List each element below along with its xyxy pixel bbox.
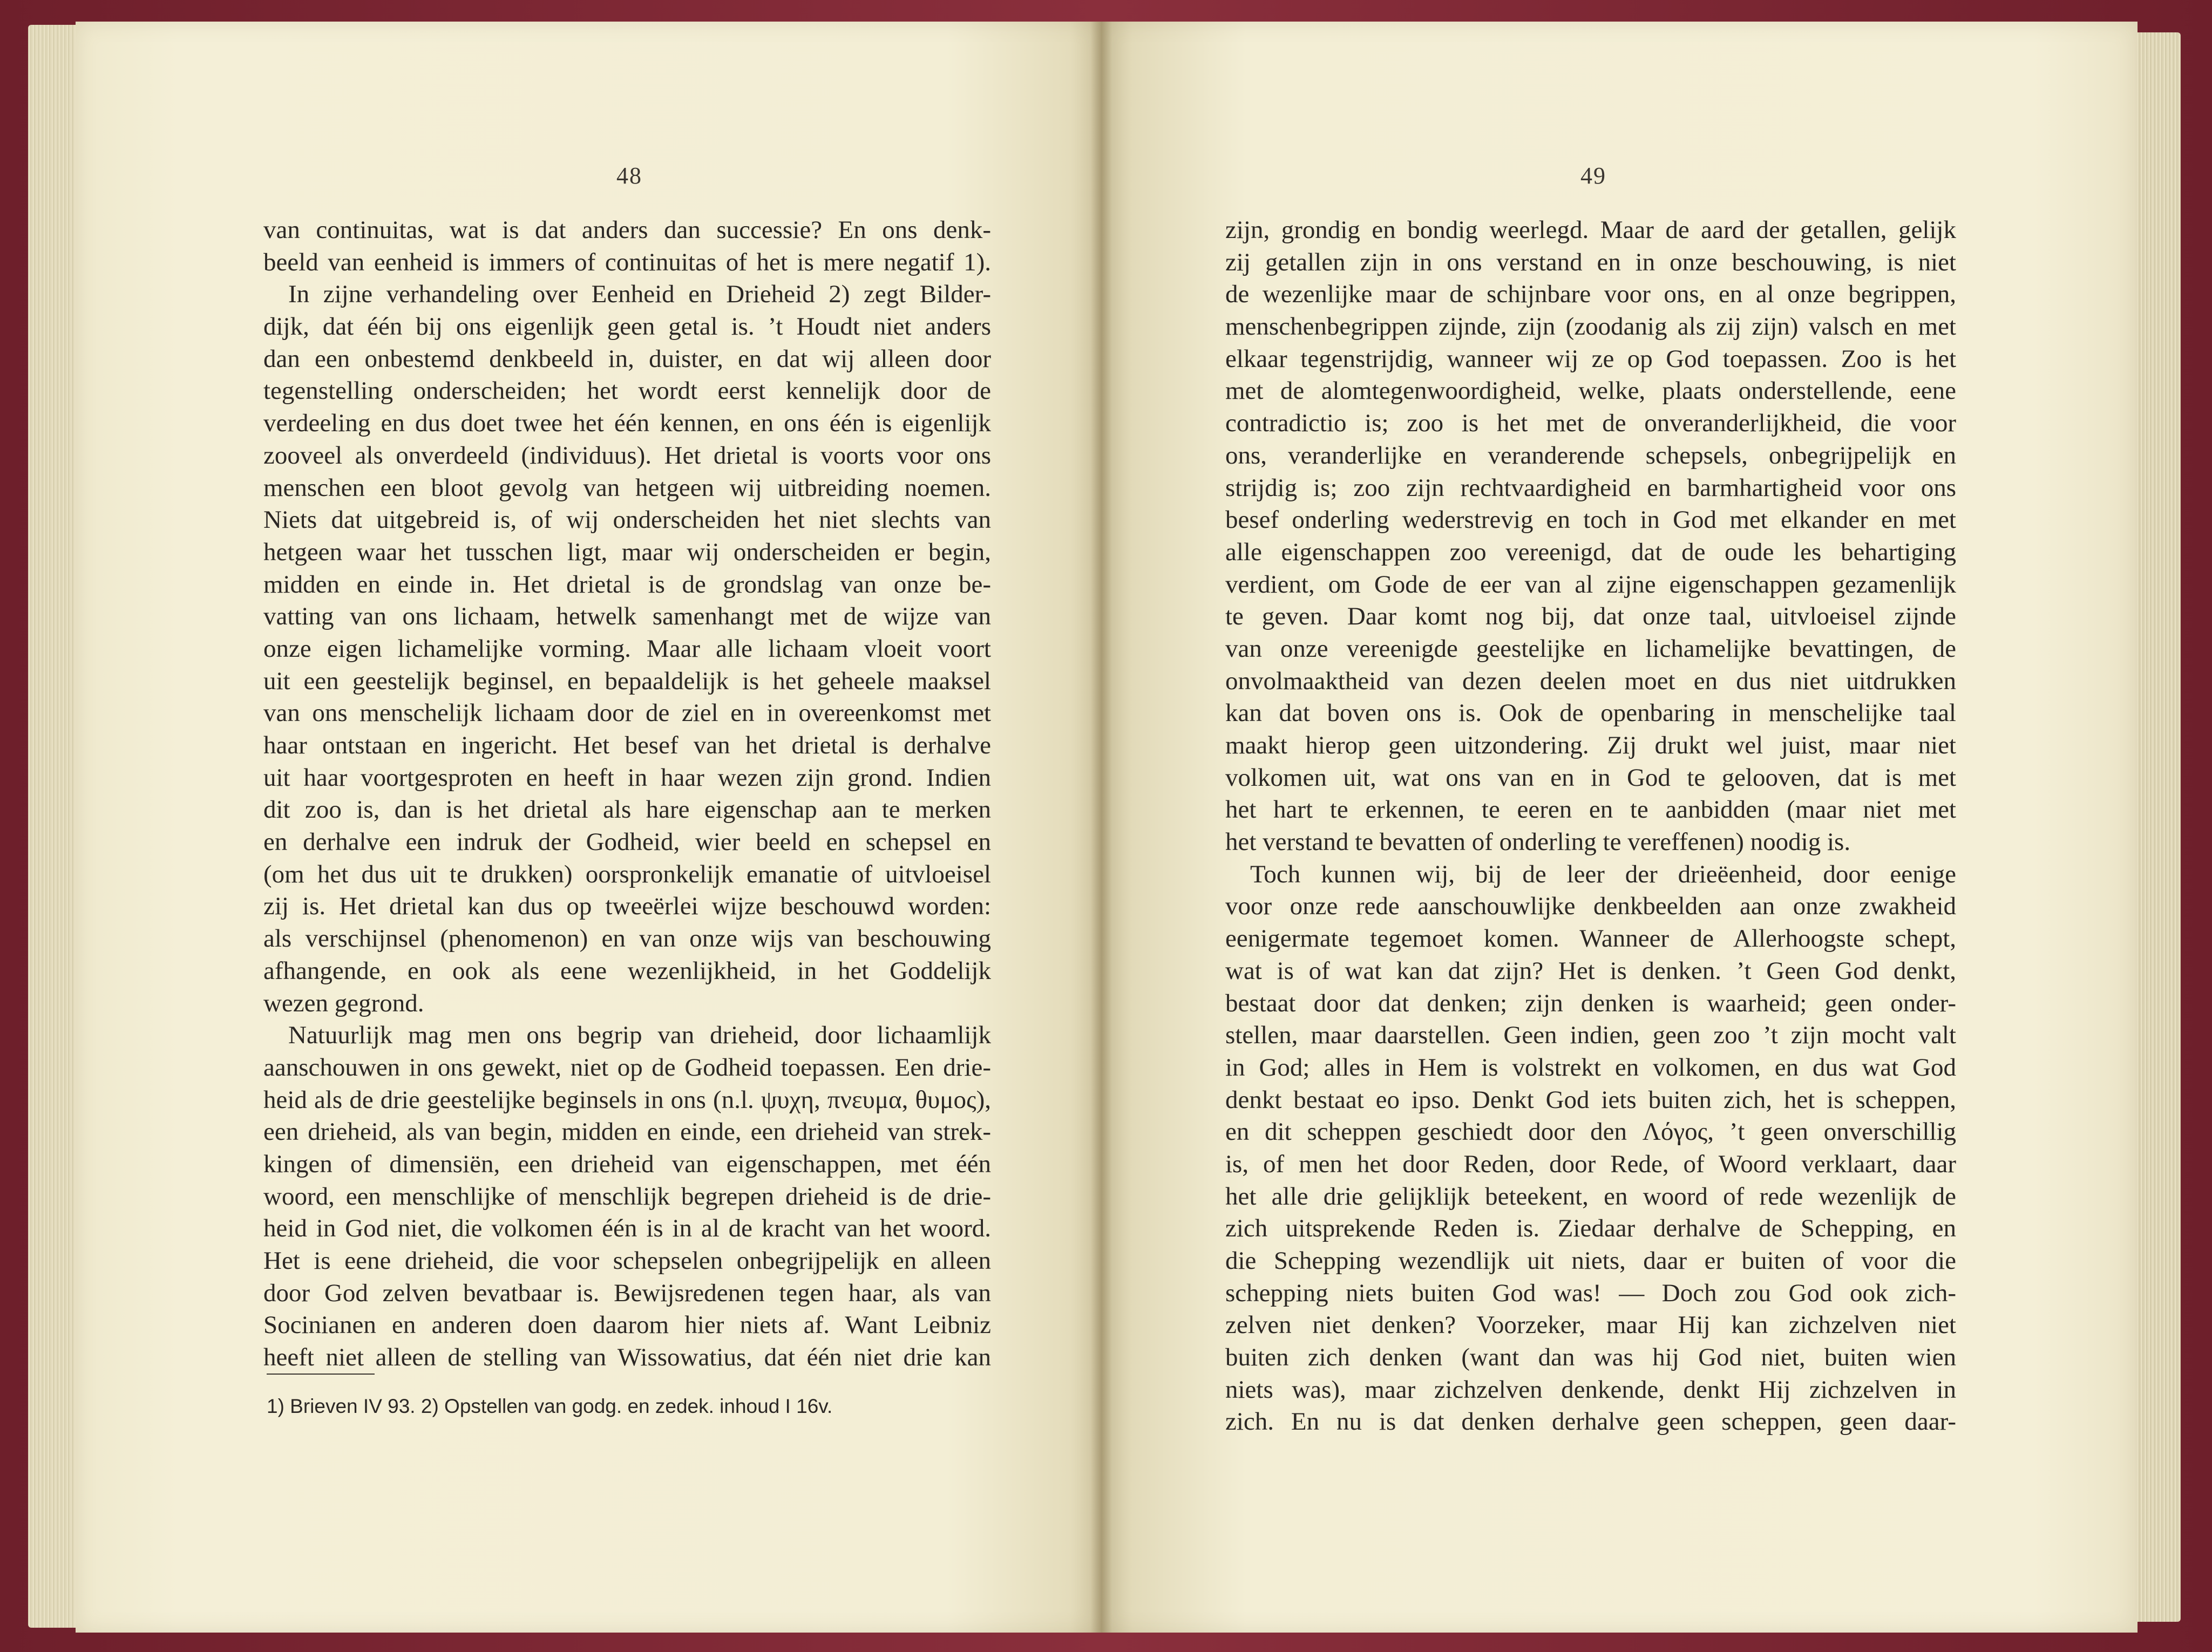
text-line: maakt hierop geen uitzondering. Zij drukt wel juist, maar niet (1225, 731, 1956, 759)
text-line: woord, een menschlijke of menschlijk begrepen drieheid is de drie- (263, 1182, 991, 1211)
text-line: zijn, grondig en bondig weerlegd. Maar de aard der getallen, gelijk (1225, 216, 1956, 244)
text-line: wat is of wat kan dat zijn? Het is denken. ’t Geen God denkt, (1225, 956, 1956, 985)
text-line: aanschouwen in ons gewekt, niet op de Godheid toepassen. Een drie- (263, 1053, 991, 1082)
text-line: contradictio is; zoo is het met de onveranderlijkheid, die voor (1225, 409, 1956, 438)
text-line: alle eigenschappen zoo vereenigd, dat de oude les behartiging (1225, 538, 1956, 566)
right-page-number: 49 (1580, 162, 1606, 189)
text-line: zooveel als onverdeeld (individuus). Het drietal is voorts voor ons (263, 441, 991, 470)
text-line: van ons menschelijk lichaam door de ziel en in overeenkomst met (263, 699, 991, 728)
text-line: zij getallen zijn in ons verstand en in onze beschouwing, is niet (1225, 248, 1956, 276)
text-line: heid als de drie geestelijke beginsels in ons (n.l. ψυχη, πνευμα, θυμος), (263, 1085, 991, 1114)
text-line: heeft niet alleen de stelling van Wissowatius, dat één niet drie kan (263, 1343, 991, 1372)
text-line: haar ontstaan en ingericht. Het besef van het drietal is derhalve (263, 731, 991, 759)
footnote-rule (267, 1374, 375, 1375)
text-line: menschenbegrippen zijnde, zijn (zoodanig als zij zijn) valsch en met (1225, 312, 1956, 341)
text-line: niets was), maar zichzelven denkende, denkt Hij zichzelven in (1225, 1375, 1956, 1404)
book-gutter (1090, 22, 1112, 1633)
text-line: denkt bestaat eo ipso. Denkt God iets buiten zich, het is scheppen, (1225, 1085, 1956, 1114)
text-line: voor onze rede aanschouwlijke denkbeelden aan onze zwakheid (1225, 892, 1956, 921)
text-line: midden en einde in. Het drietal is de grondslag van onze be- (263, 570, 991, 599)
text-line: Natuurlijk mag men ons begrip van drieheid, door lichaamlijk (288, 1021, 991, 1050)
text-line: kingen of dimensiën, een drieheid van eigenschappen, met één (263, 1150, 991, 1178)
text-line: een drieheid, als van begin, midden en einde, een drieheid van strek- (263, 1118, 991, 1146)
text-line: zich uitsprekende Reden is. Ziedaar derhalve de Schepping, en (1225, 1214, 1956, 1243)
text-line: en dit scheppen geschiedt door den Λόγος, ’t geen onverschillig (1225, 1118, 1956, 1146)
text-line: in God; alles in Hem is volstrekt en volkomen, en dus wat God (1225, 1053, 1956, 1082)
text-line: zelven niet denken? Voorzeker, maar Hij kan zichzelven niet (1225, 1311, 1956, 1340)
text-line: dan een onbestemd denkbeeld in, duister, en dat wij alleen door (263, 344, 991, 373)
text-line: zich. En nu is dat denken derhalve geen scheppen, geen daar- (1225, 1408, 1956, 1436)
left-page-text (263, 214, 991, 1374)
left-footnote: 1) Brieven IV 93. 2) Opstellen van godg. en zedek. inhoud I 16v. (267, 1395, 833, 1417)
text-line: In zijne verhandeling over Eenheid en Drieheid 2) zegt Bilder- (288, 280, 991, 309)
text-line: onze eigen lichamelijke vorming. Maar alle lichaam vloeit voort (263, 634, 991, 663)
text-line: is, of men het door Reden, door Rede, of Woord verklaart, daar (1225, 1150, 1956, 1178)
text-line: dijk, dat één bij ons eigenlijk geen getal is. ’t Houdt niet anders (263, 312, 991, 341)
text-line: Toch kunnen wij, bij de leer der drieëenheid, door eenige (1250, 860, 1956, 888)
text-line: eenigermate tegemoet komen. Wanneer de Allerhoogste schept, (1225, 924, 1956, 953)
text-line: te geven. Daar komt nog bij, dat onze taal, uitvloeisel zijnde (1225, 602, 1956, 631)
text-line: met de alomtegenwoordigheid, welke, plaats onderstellende, eene (1225, 377, 1956, 405)
text-line: besef onderling wederstrevig en toch in God met elkander en met (1225, 506, 1956, 534)
text-line: het alle drie gelijklijk beteekent, en woord of rede wezenlijk de (1225, 1182, 1956, 1211)
text-line: menschen een bloot gevolg van hetgeen wij uitbreiding noemen. (263, 473, 991, 502)
text-line: kan dat boven ons is. Ook de openbaring in menschelijke taal (1225, 699, 1956, 728)
text-line: buiten zich denken (want dan was hij God niet, buiten wien (1225, 1343, 1956, 1372)
text-line: het hart te erkennen, te eeren en te aanbidden (maar niet met (1225, 796, 1956, 824)
text-line: van onze vereenigde geestelijke en lichamelijke bevattingen, de (1225, 634, 1956, 663)
text-line: zij is. Het drietal kan dus op tweeërlei wijze beschouwd worden: (263, 892, 991, 921)
text-line: als verschijnsel (phenomenon) en van onze wijs van beschouwing (263, 924, 991, 953)
text-line: de wezenlijke maar de schijnbare voor ons, en al onze begrippen, (1225, 280, 1956, 309)
text-line: door God zelven bevatbaar is. Bewijsredenen tegen haar, als van (263, 1279, 991, 1307)
text-line: beeld van eenheid is immers of continuitas of het is mere negatif 1). (263, 248, 991, 276)
text-line: verdeeling en dus doet twee het één kennen, en ons één is eigenlijk (263, 409, 991, 438)
text-line: Het is eene drieheid, die voor schepselen onbegrijpelijk en alleen (263, 1247, 991, 1275)
text-line: bestaat door dat denken; zijn denken is waarheid; geen onder- (1225, 989, 1956, 1017)
text-line: ons, veranderlijke en veranderende schepsels, onbegrijpelijk en (1225, 441, 1956, 470)
text-line: uit een geestelijk beginsel, en bepaaldelijk is het geheele maaksel (263, 667, 991, 695)
text-line: Niets dat uitgebreid is, of wij onderscheiden het niet slechts van (263, 506, 991, 534)
text-line: volkomen uit, wat ons van en in God te gelooven, dat is met (1225, 763, 1956, 792)
text-line: verdient, om Gode de eer van al zijne eigenschappen gezamenlijk (1225, 570, 1956, 599)
left-page-number: 48 (616, 162, 642, 189)
text-line: en derhalve een indruk der Godheid, wier beeld en schepsel en (263, 828, 991, 856)
text-line: schepping niets buiten God was! — Doch zou God ook zich- (1225, 1279, 1956, 1307)
text-line: het verstand te bevatten of onderling te vereffenen) noodig is. (1225, 828, 1851, 856)
text-line: hetgeen waar het tusschen ligt, maar wij onderscheiden er begin, (263, 538, 991, 566)
text-line: wezen gegrond. (263, 989, 424, 1017)
text-line: Socinianen en anderen doen daarom hier niets af. Want Leibniz (263, 1311, 991, 1340)
text-line: elkaar tegenstrijdig, wanneer wij ze op God toepassen. Zoo is het (1225, 344, 1956, 373)
text-line: die Schepping wezendlijk uit niets, daar er buiten of voor die (1225, 1247, 1956, 1275)
text-line: heid in God niet, die volkomen één is in al de kracht van het woord. (263, 1214, 991, 1243)
text-line: afhangende, en ook als eene wezenlijkheid, in het Goddelijk (263, 956, 991, 985)
text-line: stellen, maar daarstellen. Geen indien, geen zoo ’t zijn mocht valt (1225, 1021, 1956, 1050)
text-line: vatting van ons lichaam, hetwelk samenhangt met de wijze van (263, 602, 991, 631)
text-line: strijdig is; zoo zijn rechtvaardigheid en barmhartigheid voor ons (1225, 473, 1956, 502)
text-line: van continuitas, wat is dat anders dan successie? En ons denk- (263, 216, 991, 244)
text-line: uit haar voortgesproten en heeft in haar wezen zijn grond. Indien (263, 763, 991, 792)
text-line: dit zoo is, dan is het drietal als hare eigenschap aan te merken (263, 796, 991, 824)
right-page-text (1225, 214, 1956, 1438)
text-line: (om het dus uit te drukken) oorspronkelijk emanatie of uitvloeisel (263, 860, 991, 888)
text-line: onvolmaaktheid van dezen deelen moet en dus niet uitdrukken (1225, 667, 1956, 695)
text-line: tegenstelling onderscheiden; het wordt eerst kennelijk door de (263, 377, 991, 405)
